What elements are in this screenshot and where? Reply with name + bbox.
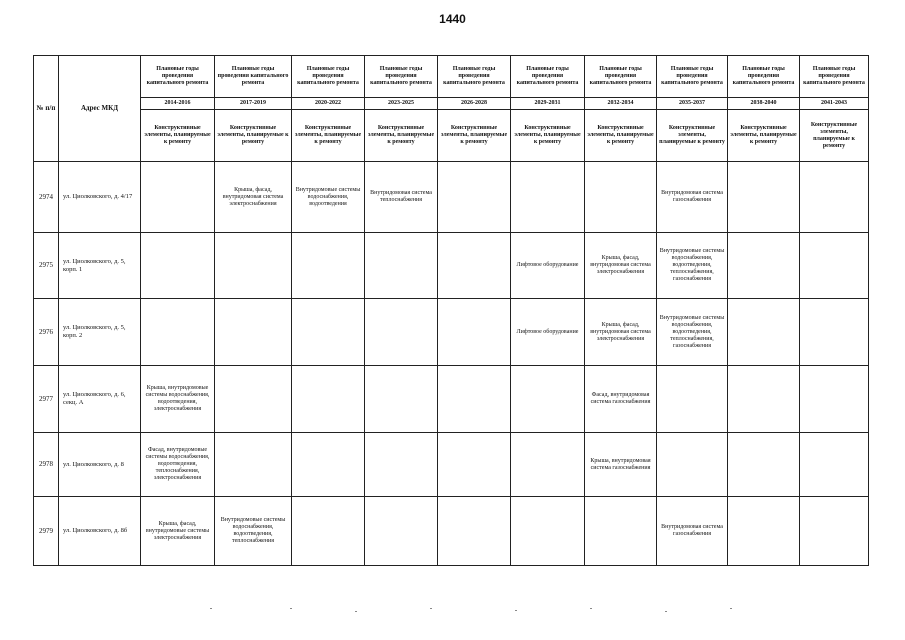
table-row bbox=[34, 366, 869, 433]
period-header: Плановые годы проведения капитального ремонта bbox=[511, 56, 585, 98]
repair-cell bbox=[800, 233, 869, 299]
row-number: 2975 bbox=[34, 233, 59, 299]
period-header: Плановые годы проведения капитального ремонта bbox=[215, 56, 292, 98]
repair-cell bbox=[141, 299, 215, 366]
table-row bbox=[34, 497, 869, 566]
period-years: 2035-2037 bbox=[657, 98, 728, 110]
header-num: № п/п bbox=[34, 56, 59, 162]
period-years: 2023-2025 bbox=[365, 98, 438, 110]
period-header: Плановые годы проведения капитального ремонта bbox=[657, 56, 728, 98]
period-years: 2017-2019 bbox=[215, 98, 292, 110]
repair-cell bbox=[365, 433, 438, 497]
table-row bbox=[34, 299, 869, 366]
repair-cell bbox=[292, 299, 365, 366]
row-number: 2974 bbox=[34, 162, 59, 233]
repair-cell bbox=[438, 366, 511, 433]
repair-cell: Внутридомовые системы водоснабжения, водоотведения, теплоснабжения, газоснабжения bbox=[657, 233, 728, 299]
repair-cell bbox=[511, 366, 585, 433]
repair-cell bbox=[800, 497, 869, 566]
repair-cell: Фасад, внутридомовая система газоснабжения bbox=[585, 366, 657, 433]
elements-header: Конструктивные элементы, планируемые к ремонту bbox=[438, 110, 511, 162]
repair-cell: Фасад, внутридомовые системы водоснабжения, водоотведения, теплоснабжения, электроснабжения bbox=[141, 433, 215, 497]
repair-cell: Внутридомовые системы водоснабжения, водоотведения, теплоснабжения, газоснабжения bbox=[657, 299, 728, 366]
repair-cell bbox=[511, 433, 585, 497]
repair-cell bbox=[511, 162, 585, 233]
repair-cell bbox=[585, 162, 657, 233]
repair-cell bbox=[800, 299, 869, 366]
repair-cell: Крыша, внутридомовые системы водоснабжения, водоотведения, электроснабжения bbox=[141, 366, 215, 433]
period-years: 2026-2028 bbox=[438, 98, 511, 110]
repair-cell bbox=[292, 433, 365, 497]
repair-cell bbox=[438, 433, 511, 497]
repair-cell bbox=[215, 366, 292, 433]
repair-cell bbox=[365, 299, 438, 366]
elements-header: Конструктивные элементы, планируемые к ремонту bbox=[365, 110, 438, 162]
capital-repair-table bbox=[33, 55, 869, 566]
period-header: Плановые годы проведения капитального ремонта bbox=[292, 56, 365, 98]
repair-cell bbox=[365, 233, 438, 299]
repair-cell bbox=[728, 162, 800, 233]
elements-header: Конструктивные элементы, планируемые к ремонту bbox=[728, 110, 800, 162]
row-address: ул. Циолковского, д. 8б bbox=[59, 497, 141, 566]
repair-cell bbox=[728, 299, 800, 366]
repair-cell bbox=[141, 162, 215, 233]
repair-cell bbox=[141, 233, 215, 299]
repair-cell bbox=[657, 366, 728, 433]
repair-cell: Лифтовое оборудование bbox=[511, 233, 585, 299]
repair-cell bbox=[365, 366, 438, 433]
repair-cell: Крыша, фасад, внутридомовая система электроснабжения bbox=[585, 233, 657, 299]
row-number: 2976 bbox=[34, 299, 59, 366]
repair-cell bbox=[215, 233, 292, 299]
period-years: 2041-2043 bbox=[800, 98, 869, 110]
period-header: Плановые годы проведения капитального ремонта bbox=[728, 56, 800, 98]
repair-cell bbox=[438, 162, 511, 233]
repair-cell: Внутридомовая система газоснабжения bbox=[657, 162, 728, 233]
row-address: ул. Циолковского, д. 8 bbox=[59, 433, 141, 497]
repair-cell bbox=[728, 433, 800, 497]
repair-cell: Внутридомовая система теплоснабжения bbox=[365, 162, 438, 233]
elements-header: Конструктивные элементы, планируемые к ремонту bbox=[657, 110, 728, 162]
repair-cell bbox=[728, 497, 800, 566]
page-number: 1440 bbox=[439, 12, 466, 26]
period-years: 2029-2031 bbox=[511, 98, 585, 110]
period-years: 2038-2040 bbox=[728, 98, 800, 110]
repair-cell bbox=[800, 366, 869, 433]
repair-cell bbox=[365, 497, 438, 566]
repair-cell: Крыша, фасад, внутридомовая система электроснабжения bbox=[585, 299, 657, 366]
repair-cell: Внутридомовые системы водоснабжения, водоотведения, теплоснабжения bbox=[215, 497, 292, 566]
repair-cell: Внутридомовая система газоснабжения bbox=[657, 497, 728, 566]
repair-cell bbox=[511, 497, 585, 566]
row-address: ул. Циолковского, д. 4/17 bbox=[59, 162, 141, 233]
repair-cell: Крыша, фасад, внутридомовая система электроснабжения bbox=[215, 162, 292, 233]
row-address: ул. Циолковского, д. 5, корп. 1 bbox=[59, 233, 141, 299]
elements-header: Конструктивные элементы, планируемые к ремонту bbox=[141, 110, 215, 162]
repair-cell bbox=[585, 497, 657, 566]
period-years: 2020-2022 bbox=[292, 98, 365, 110]
period-header: Плановые годы проведения капитального ремонта bbox=[800, 56, 869, 98]
elements-header: Конструктивные элементы, планируемые к ремонту bbox=[585, 110, 657, 162]
period-years: 2014-2016 bbox=[141, 98, 215, 110]
period-header: Плановые годы проведения капитального ремонта bbox=[365, 56, 438, 98]
period-years: 2032-2034 bbox=[585, 98, 657, 110]
repair-cell bbox=[728, 366, 800, 433]
repair-cell: Крыша, фасад, внутридомовые системы электроснабжения bbox=[141, 497, 215, 566]
repair-cell bbox=[292, 233, 365, 299]
row-number: 2977 bbox=[34, 366, 59, 433]
repair-cell bbox=[292, 366, 365, 433]
repair-cell bbox=[728, 233, 800, 299]
repair-cell bbox=[215, 433, 292, 497]
elements-header: Конструктивные элементы, планируемые к ремонту bbox=[800, 110, 869, 162]
table-row bbox=[34, 433, 869, 497]
repair-cell: Внутридомовые системы водоснабжения, водоотведения bbox=[292, 162, 365, 233]
repair-cell bbox=[800, 433, 869, 497]
period-header: Плановые годы проведения капитального ремонта bbox=[438, 56, 511, 98]
table-row bbox=[34, 162, 869, 233]
elements-header: Конструктивные элементы, планируемые к ремонту bbox=[292, 110, 365, 162]
row-number: 2978 bbox=[34, 433, 59, 497]
elements-header: Конструктивные элементы, планируемые к ремонту bbox=[511, 110, 585, 162]
repair-cell: Лифтовое оборудование bbox=[511, 299, 585, 366]
row-number: 2979 bbox=[34, 497, 59, 566]
repair-cell: Крыша, внутридомовая система газоснабжения bbox=[585, 433, 657, 497]
row-address: ул. Циолковского, д. 6, секц. А bbox=[59, 366, 141, 433]
repair-cell bbox=[215, 299, 292, 366]
repair-cell bbox=[292, 497, 365, 566]
elements-header: Конструктивные элементы, планируемые к ремонту bbox=[215, 110, 292, 162]
repair-cell bbox=[438, 233, 511, 299]
repair-cell bbox=[438, 497, 511, 566]
table-row bbox=[34, 233, 869, 299]
scan-noise bbox=[0, 608, 905, 618]
repair-cell bbox=[800, 162, 869, 233]
header-address: Адрес МКД bbox=[59, 56, 141, 162]
repair-cell bbox=[657, 433, 728, 497]
repair-cell bbox=[438, 299, 511, 366]
period-header: Плановые годы проведения капитального ремонта bbox=[585, 56, 657, 98]
period-header: Плановые годы проведения капитального ремонта bbox=[141, 56, 215, 98]
row-address: ул. Циолковского, д. 5, корп. 2 bbox=[59, 299, 141, 366]
